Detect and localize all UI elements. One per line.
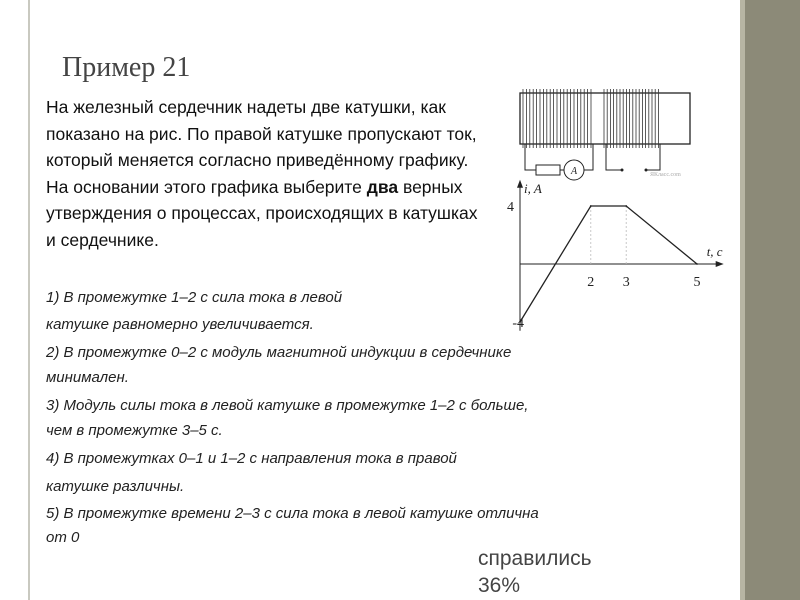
option-5-line-1: 5) В промежутке времени 2–3 с сила тока в левой катушке отлична	[46, 505, 539, 522]
option-2-line-2: минимален.	[46, 369, 129, 386]
success-rate-label: справились	[478, 547, 592, 570]
problem-emphasis: два	[366, 176, 399, 197]
y-tick-label: -4	[512, 316, 524, 331]
series-point	[590, 205, 592, 207]
x-axis-label: t, c	[706, 244, 723, 259]
right-coil	[604, 89, 658, 148]
y-axis-label: i, A	[524, 180, 542, 196]
option-5-line-2: от 0	[46, 529, 80, 546]
slide-frame-line	[28, 0, 30, 600]
success-rate-value: 36%	[478, 574, 521, 597]
y-axis-arrow	[517, 180, 523, 188]
iron-core-outline	[520, 93, 690, 144]
success-rate	[478, 545, 592, 599]
decorative-side-stripe-edge	[740, 0, 745, 600]
option-4-line-1: 4) В промежутках 0–1 и 1–2 с направления тока в правой	[46, 450, 457, 467]
x-axis-arrow	[716, 261, 724, 267]
series-point	[696, 263, 698, 265]
watermark: ЯКласс.com	[650, 172, 681, 178]
option-2-line-1: 2) В промежутке 0–2 с модуль магнитной индукции в сердечнике	[46, 344, 512, 361]
decorative-side-stripe	[740, 0, 800, 600]
series-point	[625, 205, 627, 207]
x-tick-label: 5	[693, 275, 701, 290]
option-3-line-1: 3) Модуль силы тока в левой катушке в промежутке 1–2 с больше,	[46, 397, 529, 414]
terminal-dot	[621, 169, 624, 172]
current-graph	[507, 180, 724, 331]
coils-diagram	[520, 89, 690, 180]
right-circuit-wire-2	[646, 144, 660, 170]
option-1-line-1: 1) В промежутке 1–2 с сила тока в левой	[46, 289, 343, 306]
option-1-line-2: катушке равномерно увеличивается.	[46, 316, 314, 333]
problem-text-before: На железный сердечник надеты две катушки, как показано на рис. По правой катушке пропускают ток, который меняется согласно приведённому графику. На основании этого графика выберите	[46, 97, 477, 197]
terminal-dot	[645, 169, 648, 172]
option-3-line-2: чем в промежутке 3–5 с.	[46, 422, 223, 439]
ammeter-label: A	[570, 166, 578, 177]
figure	[498, 88, 723, 336]
x-tick-label: 3	[622, 275, 630, 290]
figure-svg	[498, 88, 723, 336]
problem-statement	[46, 94, 486, 253]
left-coil	[523, 89, 591, 148]
resistor	[536, 165, 560, 175]
x-tick-label: 2	[587, 275, 595, 290]
y-tick-label: 4	[507, 200, 514, 215]
problem-text-after: верных утверждения о процессах, происходящих в катушках и сердечнике.	[46, 176, 478, 250]
option-4-line-2: катушке различны.	[46, 478, 185, 495]
slide-title: Пример 21	[62, 52, 191, 83]
left-circuit-wire-3	[584, 144, 593, 170]
